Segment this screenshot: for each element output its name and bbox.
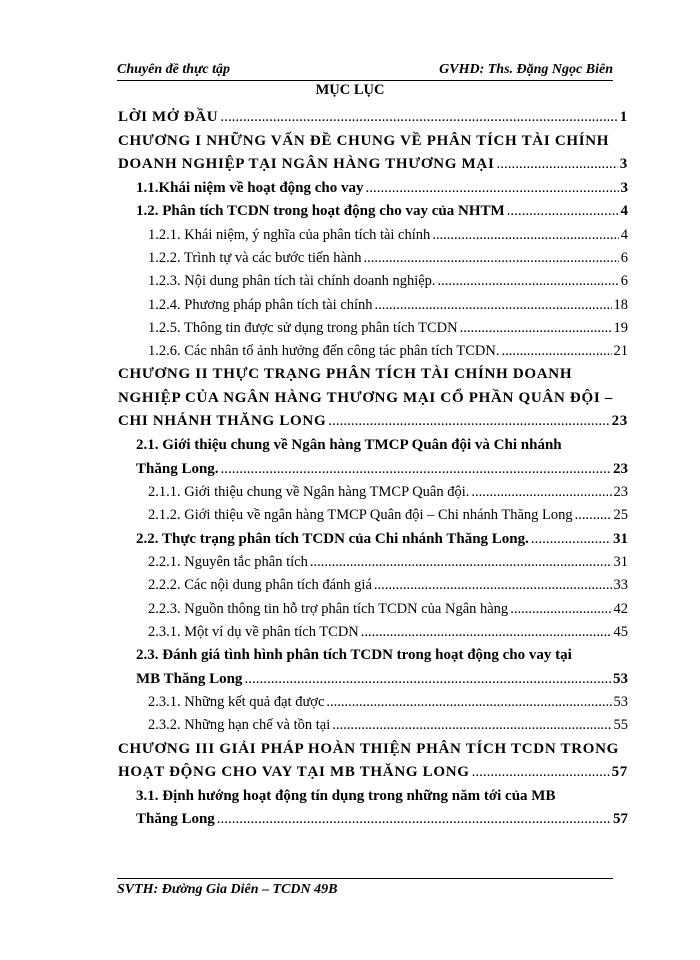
toc-entry-row [148, 294, 628, 317]
dot-leader [244, 668, 611, 692]
dot-leader [575, 504, 612, 527]
toc-entry-title: 2.1.2. Giới thiệu về ngân hàng TMCP Quân đội – Chi nhánh Thăng Long [148, 507, 573, 524]
toc-entry-page: 25 [613, 507, 628, 524]
header-supervisor: GVHD: Ths. Đặng Ngọc Biên [439, 62, 613, 77]
toc-entry-row [118, 410, 628, 434]
toc-entry-title: 2.3.1. Những kết quả đạt được [148, 694, 325, 711]
dot-leader [375, 294, 612, 317]
toc-entry-row [136, 458, 628, 482]
dot-leader [332, 714, 611, 737]
toc-entry[interactable] [118, 317, 628, 340]
dot-leader [507, 200, 619, 224]
footer-divider [117, 878, 613, 879]
header-subject: Chuyên đề thực tập [117, 62, 231, 77]
toc-entry-page: 4 [620, 226, 628, 243]
toc-entry-row [148, 481, 628, 504]
toc-entry-row [136, 668, 628, 692]
toc-entry-row [148, 621, 628, 644]
toc-entry-title: 1.2. Phân tích TCDN trong hoạt động cho vay của NHTM [136, 203, 505, 220]
dot-leader [220, 106, 617, 130]
toc-entry[interactable] [118, 200, 628, 224]
toc-entry-title: 2.2.3. Nguồn thông tin hỗ trợ phân tích TCDN của Ngân hàng [148, 600, 509, 617]
toc-entry[interactable] [118, 621, 628, 644]
dot-leader [310, 551, 612, 574]
toc-entry-line: 2.1. Giới thiệu chung về Ngân hàng TMCP Quân đội và Chi nhánh [136, 436, 562, 453]
toc-entry-page: 53 [613, 694, 628, 711]
toc-entry[interactable] [118, 106, 628, 130]
toc-entry-title: Thăng Long. [136, 460, 219, 477]
toc-entry-title: Thăng Long [136, 811, 215, 828]
toc-entry-page: 31 [613, 554, 628, 571]
toc-entry-title: HOẠT ĐỘNG CHO VAY TẠI MB THĂNG LONG [118, 764, 470, 781]
dot-leader [361, 621, 612, 644]
toc-entry-page: 18 [613, 296, 628, 313]
toc-entry-title: MB Thăng Long [136, 670, 243, 687]
toc-entry-row [148, 714, 628, 737]
toc-entry-line: 2.3. Đánh giá tình hình phân tích TCDN trong hoạt động cho vay tại [136, 646, 572, 663]
toc-entry-page: 42 [613, 600, 628, 617]
toc-entry[interactable] [118, 691, 628, 714]
toc-entry[interactable] [118, 504, 628, 527]
toc-entry-page: 57 [613, 811, 628, 828]
toc-entry-title: 1.2.2. Trình tự và các bước tiến hành [148, 250, 362, 267]
toc-entry[interactable] [118, 270, 628, 293]
toc-entry-row [136, 200, 628, 224]
toc-entry-page: 3 [620, 179, 628, 196]
toc-entry[interactable] [118, 177, 628, 201]
toc-entry-title: DOANH NGHIỆP TẠI NGÂN HÀNG THƯƠNG MẠI [118, 156, 495, 173]
toc-entry-title: 1.2.4. Phương pháp phân tích tài chính [148, 296, 373, 313]
page-header [117, 62, 613, 81]
dot-leader [502, 340, 612, 363]
toc-entry-row [148, 247, 628, 270]
dot-leader [217, 808, 611, 832]
toc-entry-row [136, 808, 628, 832]
dot-leader [471, 481, 611, 504]
toc-entry-page: 31 [613, 530, 628, 547]
toc-entry-line: 3.1. Định hướng hoạt động tín dụng trong những năm tới của MB [136, 787, 556, 804]
toc-entry-title: 1.1.Khái niệm về hoạt động cho vay [136, 179, 364, 196]
toc-entry-title: 1.2.5. Thông tin được sử dụng trong phân tích TCDN [148, 319, 458, 336]
toc-entry-page: 6 [620, 250, 628, 267]
toc-entry-page: 4 [620, 203, 628, 220]
toc-entry[interactable] [118, 714, 628, 737]
toc-entry-page: 57 [611, 764, 628, 781]
toc-entry-title: CHI NHÁNH THĂNG LONG [118, 413, 327, 430]
toc-entry-page: 23 [611, 413, 628, 430]
toc-entry-row [148, 551, 628, 574]
toc-entry[interactable] [118, 738, 628, 785]
toc-entry[interactable] [118, 551, 628, 574]
toc-entry[interactable] [118, 294, 628, 317]
dot-leader [366, 177, 619, 201]
toc-entry[interactable] [118, 363, 628, 434]
toc-entry-page: 45 [613, 623, 628, 640]
toc-entry-line: CHƯƠNG II THỰC TRẠNG PHÂN TÍCH TÀI CHÍNH DOANH [118, 366, 573, 383]
toc-entry[interactable] [118, 598, 628, 621]
toc-entry-page: 23 [613, 460, 628, 477]
toc-entry-row [148, 270, 628, 293]
toc-entry-row [148, 574, 628, 597]
dot-leader [326, 691, 611, 714]
toc-entry-title: LỜI MỞ ĐẦU [118, 109, 219, 125]
toc-entry-page: 3 [619, 156, 628, 173]
page-footer: SVTH: Đường Gia Diên – TCDN 49B [117, 882, 338, 897]
toc-entry-line: CHƯƠNG III GIẢI PHÁP HOÀN THIỆN PHÂN TÍCH TCDN TRONG [118, 740, 620, 757]
toc-entry-line: NGHIỆP CỦA NGÂN HÀNG THƯƠNG MẠI CỔ PHẦN QUÂN ĐỘI – [118, 389, 614, 406]
toc-entry[interactable] [118, 785, 628, 832]
dot-leader [328, 410, 609, 434]
toc-entry-row [118, 153, 628, 177]
toc-entry-page: 23 [613, 484, 628, 501]
toc-entry-row [118, 106, 628, 130]
toc-entry-title: 1.2.3. Nội dung phân tích tài chính doanh nghiệp. [148, 273, 436, 290]
toc-entry[interactable] [118, 130, 628, 177]
dot-leader [432, 224, 618, 247]
toc-entry-row [118, 761, 628, 785]
toc-entry[interactable] [118, 644, 628, 691]
dot-leader [472, 761, 610, 785]
toc-entry-page: 6 [620, 273, 628, 290]
toc-entry-row [148, 224, 628, 247]
toc-entry-row [136, 177, 628, 201]
toc-entry-title: 2.2.1. Nguyên tắc phân tích [148, 554, 308, 571]
toc-entry[interactable] [118, 528, 628, 552]
toc-entry-title: 2.2.2. Các nội dung phân tích đánh giá [148, 577, 372, 594]
toc-entry[interactable] [118, 481, 628, 504]
toc-entry[interactable] [118, 247, 628, 270]
toc-entry-page: 53 [613, 670, 628, 687]
toc-entry-row [148, 317, 628, 340]
toc-entry-page: 1 [619, 109, 628, 125]
toc-entry-title: 2.3.1. Một ví dụ về phân tích TCDN [148, 623, 359, 640]
dot-leader [460, 317, 612, 340]
dot-leader [496, 153, 617, 177]
toc-entry-row [148, 504, 628, 527]
toc-entry-title: 2.3.2. Những hạn chế và tồn tại [148, 717, 331, 734]
toc-entry-page: 19 [613, 319, 628, 336]
toc-entry-page: 21 [613, 342, 628, 359]
toc-entry-title: 1.2.1. Khái niệm, ý nghĩa của phân tích tài chính [148, 226, 431, 243]
toc-entry[interactable] [118, 434, 628, 481]
toc-entry[interactable] [118, 340, 628, 363]
toc-entry[interactable] [118, 574, 628, 597]
dot-leader [221, 458, 611, 482]
toc-entry[interactable] [118, 224, 628, 247]
toc-entry-row [148, 691, 628, 714]
toc-entry-page: 33 [613, 577, 628, 594]
dot-leader [531, 528, 611, 552]
page-title: MỤC LỤC [315, 82, 385, 98]
toc-entry-row [148, 340, 628, 363]
table-of-contents [118, 106, 628, 832]
dot-leader [510, 598, 611, 621]
toc-entry-row [136, 528, 628, 552]
toc-entry-line: CHƯƠNG I NHỮNG VẤN ĐỀ CHUNG VỀ PHÂN TÍCH TÀI CHÍNH [118, 132, 610, 149]
dot-leader [438, 270, 619, 293]
toc-entry-title: 2.2. Thực trạng phân tích TCDN của Chi nhánh Thăng Long. [136, 530, 529, 547]
toc-entry-title: 1.2.6. Các nhân tố ảnh hưởng đến công tác phân tích TCDN. [148, 342, 500, 359]
dot-leader [374, 574, 612, 597]
toc-entry-page: 55 [613, 717, 628, 734]
toc-entry-row [148, 598, 628, 621]
dot-leader [363, 247, 618, 270]
toc-entry-title: 2.1.1. Giới thiệu chung về Ngân hàng TMCP Quân đội. [148, 484, 470, 501]
